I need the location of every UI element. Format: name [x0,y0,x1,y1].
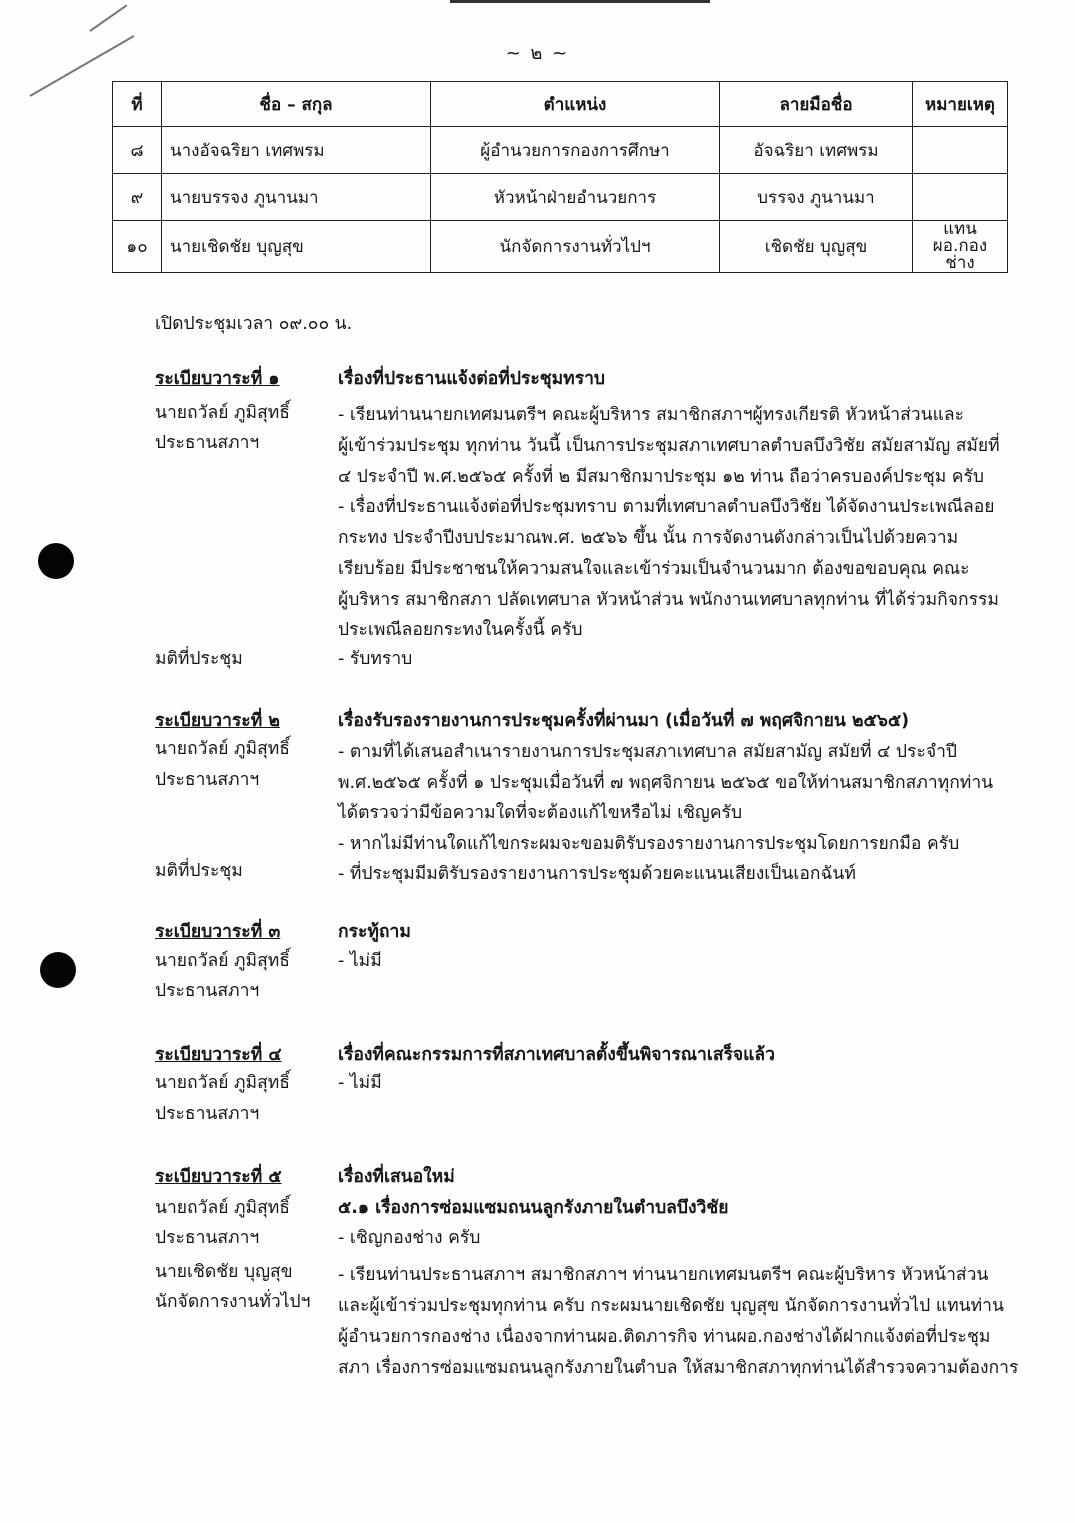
page-number: ~ ๒ ~ [505,43,570,64]
body-line: - ไม่มี [338,1073,382,1093]
note-line: แทน [943,219,977,239]
agenda-title: เรื่องที่ประธานแจ้งต่อที่ประชุมทราบ [338,369,606,389]
speaker-name: นายถวัลย์ ภูมิสุทธิ์ [155,951,290,971]
agenda-heading: ระเบียบวาระที่ ๕ [155,1167,282,1187]
header-position: ตำแหน่ง [431,82,720,127]
row-name: นางอัจฉริยา เทศพรม [162,127,431,174]
agenda-title: เรื่องรับรองรายงานการประชุมครั้งที่ผ่านมา (เมื่อวันที่ ๗ พฤศจิกายน ๒๕๖๕) [338,711,910,731]
body-line: สภา เรื่องการซ่อมแซมถนนลูกรังภายในตำบล ให้สมาชิกสภาทุกท่านได้สำรวจความต้องการ [338,1358,1019,1378]
row-name: นายบรรจง ภูนานมา [162,174,431,221]
resolution-text: - รับทราบ [338,649,413,669]
row-no: ๑๐ [113,221,162,273]
attendance-table [112,81,1008,273]
speaker-role: ประธานสภาฯ [155,770,260,790]
body-line: - ไม่มี [338,951,382,971]
punch-hole [40,952,76,988]
row-note [913,174,1008,221]
speaker-name: นายถวัลย์ ภูมิสุทธิ์ [155,403,290,423]
speaker-role: นักจัดการงานทั่วไปฯ [155,1292,311,1312]
body-line: - หากไม่มีท่านใดแก้ไขกระผมจะขอมติรับรองรายงานการประชุมโดยการยกมือ ครับ [338,834,960,854]
row-no: ๘ [113,127,162,174]
speaker-role: ประธานสภาฯ [155,433,260,453]
speaker-role: ประธานสภาฯ [155,1228,260,1248]
speaker-role: ประธานสภาฯ [155,1104,260,1124]
row-note [913,127,1008,174]
body-line: กระทง ประจำปีงบประมาณพ.ศ. ๒๕๖๖ ขึ้น นั้น การจัดงานดังกล่าวเป็นไปด้วยความ [338,528,959,548]
meeting-opening: เปิดประชุมเวลา ๐๙.๐๐ น. [155,314,353,334]
speaker-name: นายถวัลย์ ภูมิสุทธิ์ [155,1073,290,1093]
resolution-label: มติที่ประชุม [155,861,243,881]
header-no: ที่ [113,82,162,127]
scan-top-edge [450,0,710,3]
resolution-label: มติที่ประชุม [155,649,243,669]
agenda-heading: ระเบียบวาระที่ ๔ [155,1045,282,1065]
body-line: ประเพณีลอยกระทงในครั้งนี้ ครับ [338,620,583,640]
row-position: ผู้อำนวยการกองการศึกษา [431,127,720,174]
row-signature: บรรจง ภูนานมา [720,174,913,221]
body-line: - เรียนท่านนายกเทศมนตรีฯ คณะผู้บริหาร สมาชิกสภาฯผู้ทรงเกียรติ หัวหน้าส่วนและ [338,405,964,425]
table-row [113,127,1008,174]
punch-hole [38,543,74,579]
table-header-row [113,82,1008,127]
note-line: ผอ.กองช่าง [932,236,988,273]
agenda-title: เรื่องที่เสนอใหม่ [338,1167,455,1187]
body-line: - เชิญกองช่าง ครับ [338,1228,481,1248]
body-line: ผู้เข้าร่วมประชุม ทุกท่าน วันนี้ เป็นการประชุมสภาเทศบาลตำบลบึงวิชัย สมัยสามัญ สมัยที่ [338,436,1000,456]
row-note [913,221,1008,273]
header-signature: ลายมือชื่อ [720,82,913,127]
body-line: ๔ ประจำปี พ.ศ.๒๕๖๕ ครั้งที่ ๒ มีสมาชิกมาประชุม ๑๒ ท่าน ถือว่าครบองค์ประชุม ครับ [338,467,985,487]
body-line: ได้ตรวจว่ามีข้อความใดที่จะต้องแก้ไขหรือไม่ เชิญครับ [338,803,743,823]
body-line: - เรื่องที่ประธานแจ้งต่อที่ประชุมทราบ ตามที่เทศบาลตำบลบึงวิชัย ได้จัดงานประเพณีลอย [338,497,995,517]
agenda-heading: ระเบียบวาระที่ ๑ [155,369,280,389]
header-note: หมายเหตุ [913,82,1008,127]
table-row [113,174,1008,221]
agenda-title: เรื่องที่คณะกรรมการที่สภาเทศบาลตั้งขึ้นพิจารณาเสร็จแล้ว [338,1045,775,1065]
speaker-name: นายถวัลย์ ภูมิสุทธิ์ [155,1198,290,1218]
row-signature: เชิดชัย บุญสุข [720,221,913,273]
body-line: ผู้อำนวยการกองช่าง เนื่องจากท่านผอ.ติดภารกิจ ท่านผอ.กองช่างได้ฝากแจ้งต่อที่ประชุม [338,1327,991,1347]
row-name: นายเชิดชัย บุญสุข [162,221,431,273]
speaker-name: นายเชิดชัย บุญสุข [155,1262,293,1282]
agenda-heading: ระเบียบวาระที่ ๓ [155,922,281,942]
body-line: พ.ศ.๒๕๖๕ ครั้งที่ ๑ ประชุมเมื่อวันที่ ๗ พฤศจิกายน ๒๕๖๕ ขอให้ท่านสมาชิกสภาทุกท่าน [338,773,994,793]
table-row [113,221,1008,273]
header-name: ชื่อ – สกุล [162,82,431,127]
scan-mark [89,4,127,31]
body-line: ผู้บริหาร สมาชิกสภา ปลัดเทศบาล หัวหน้าส่วน พนักงานเทศบาลทุกท่าน ที่ได้ร่วมกิจกรรม [338,590,999,610]
speaker-name: นายถวัลย์ ภูมิสุทธิ์ [155,739,290,759]
row-no: ๙ [113,174,162,221]
row-signature: อัจฉริยา เทศพรม [720,127,913,174]
body-line: - ตามที่ได้เสนอสำเนารายงานการประชุมสภาเทศบาล สมัยสามัญ สมัยที่ ๔ ประจำปี [338,742,958,762]
row-position: หัวหน้าฝ่ายอำนวยการ [431,174,720,221]
body-line: - เรียนท่านประธานสภาฯ สมาชิกสภาฯ ท่านนายกเทศมนตรีฯ คณะผู้บริหาร หัวหน้าส่วน [338,1265,989,1285]
body-line: เรียบร้อย มีประชาชนให้ความสนใจและเข้าร่วมเป็นจำนวนมาก ต้องขอขอบคุณ คณะ [338,559,970,579]
body-line: และผู้เข้าร่วมประชุมทุกท่าน ครับ กระผมนายเชิดชัย บุญสุข นักจัดการงานทั่วไป แทนท่าน [338,1296,1004,1316]
agenda-subtitle: ๕.๑ เรื่องการซ่อมแซมถนนลูกรังภายในตำบลบึงวิชัย [338,1198,729,1218]
row-position: นักจัดการงานทั่วไปฯ [431,221,720,273]
speaker-role: ประธานสภาฯ [155,981,260,1001]
resolution-text: - ที่ประชุมมีมติรับรองรายงานการประชุมด้วยคะแนนเสียงเป็นเอกฉันท์ [338,864,856,884]
agenda-heading: ระเบียบวาระที่ ๒ [155,711,280,731]
agenda-title: กระทู้ถาม [338,922,411,942]
